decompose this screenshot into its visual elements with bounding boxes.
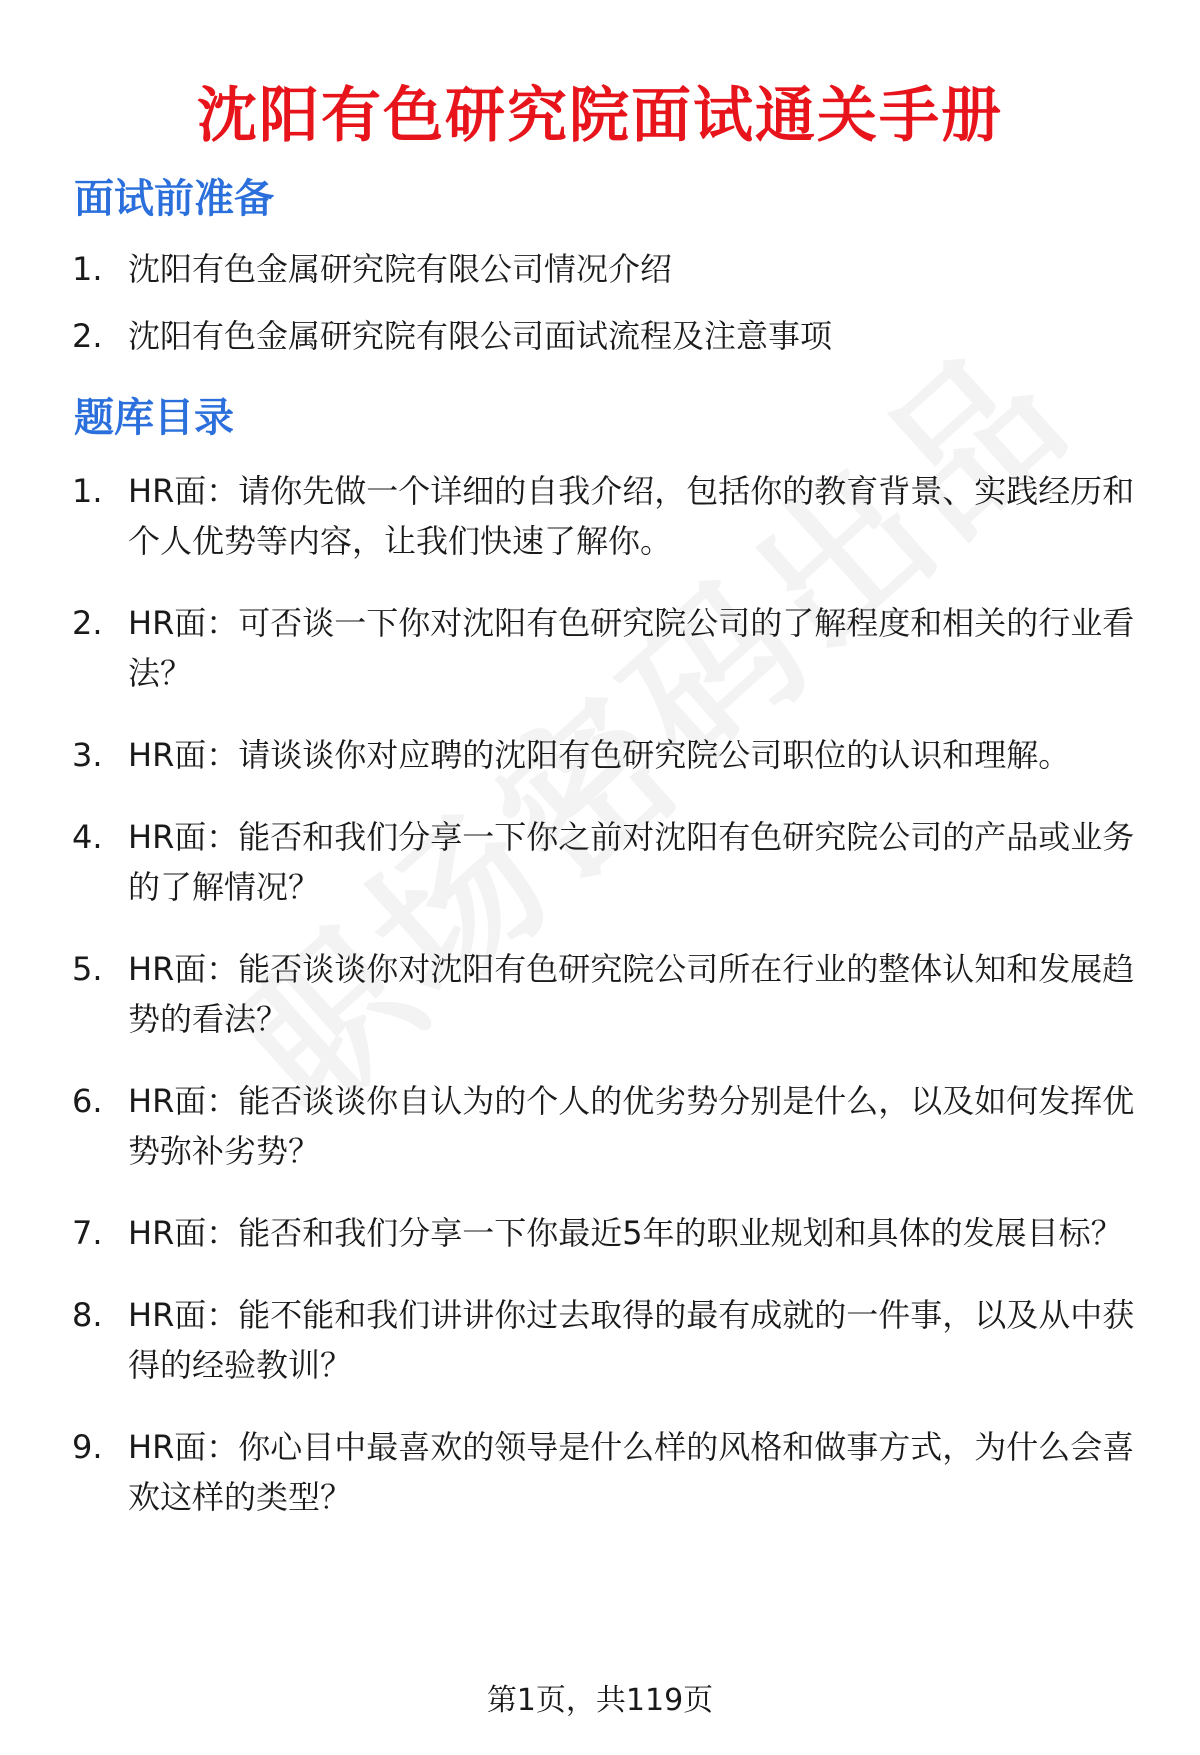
item-text: HR面：能不能和我们讲讲你过去取得的最有成就的一件事，以及从中获得的经验教训？ — [128, 1296, 1135, 1384]
question-item — [72, 1076, 1162, 1176]
item-number: 2. — [72, 317, 103, 355]
item-number: 4. — [72, 818, 103, 856]
question-item — [72, 466, 1162, 566]
item-text: HR面：能否和我们分享一下你最近5年的职业规划和具体的发展目标？ — [128, 1214, 1123, 1252]
item-number: 1. — [72, 250, 103, 288]
item-number: 7. — [72, 1214, 103, 1252]
item-number: 3. — [72, 736, 103, 774]
question-item — [72, 1422, 1162, 1522]
page-title: 沈阳有色研究院面试通关手册 — [197, 81, 1003, 151]
item-text: 沈阳有色金属研究院有限公司面试流程及注意事项 — [128, 317, 833, 355]
question-item — [72, 944, 1162, 1044]
item-number: 8. — [72, 1296, 103, 1334]
item-text: HR面：你心目中最喜欢的领导是什么样的风格和做事方式，为什么会喜欢这样的类型？ — [128, 1428, 1135, 1516]
question-item — [72, 1290, 1162, 1390]
item-text: 沈阳有色金属研究院有限公司情况介绍 — [128, 250, 673, 288]
item-number: 9. — [72, 1428, 103, 1466]
item-text: HR面：请谈谈你对应聘的沈阳有色研究院公司职位的认识和理解。 — [128, 736, 1071, 774]
section-heading-bank: 题库目录 — [74, 395, 234, 441]
item-number: 2. — [72, 604, 103, 642]
question-item — [72, 812, 1162, 912]
item-number: 5. — [72, 950, 103, 988]
item-number: 1. — [72, 472, 103, 510]
list-item — [72, 311, 1162, 361]
question-item — [72, 598, 1162, 698]
question-item — [72, 730, 1162, 780]
list-item — [72, 244, 1162, 294]
question-list — [72, 466, 1162, 1554]
question-item — [72, 1208, 1162, 1258]
prep-list — [72, 244, 1162, 378]
item-text: HR面：能否谈谈你自认为的个人的优劣势分别是什么，以及如何发挥优势弥补劣势？ — [128, 1082, 1135, 1170]
item-text: HR面：可否谈一下你对沈阳有色研究院公司的了解程度和相关的行业看法？ — [128, 604, 1135, 692]
item-text: HR面：能否和我们分享一下你之前对沈阳有色研究院公司的产品或业务的了解情况？ — [128, 818, 1135, 906]
page-footer: 第1页，共119页 — [486, 1683, 714, 1718]
item-number: 6. — [72, 1082, 103, 1120]
item-text: HR面：请你先做一个详细的自我介绍，包括你的教育背景、实践经历和个人优势等内容，让我们快速了解你。 — [128, 472, 1135, 560]
section-heading-prep: 面试前准备 — [74, 176, 274, 222]
item-text: HR面：能否谈谈你对沈阳有色研究院公司所在行业的整体认知和发展趋势的看法？ — [128, 950, 1135, 1038]
